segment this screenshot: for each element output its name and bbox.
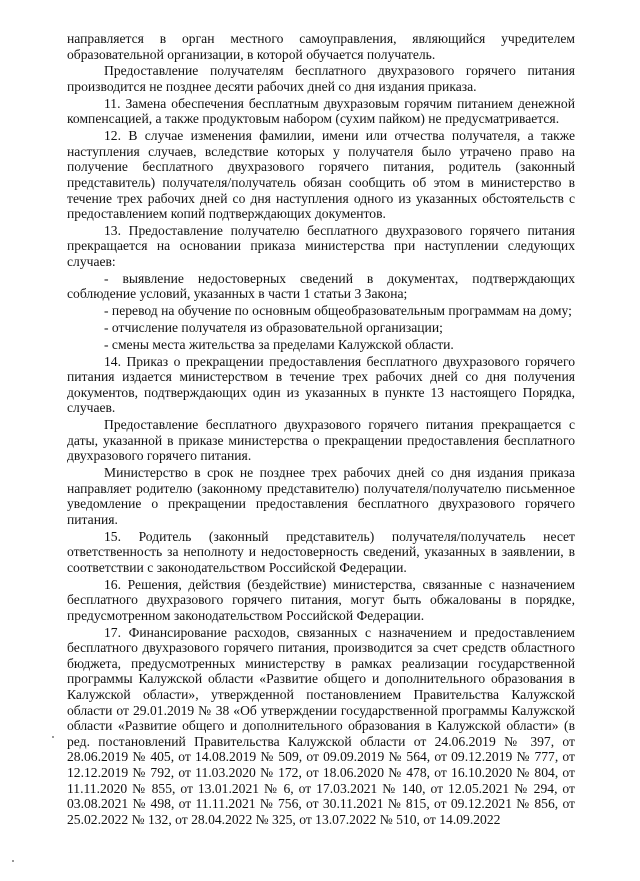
list-item: - выявление недостоверных сведений в документах, подтверждающих соблюдение условий, указанных в части 1 статьи 3 Закона; — [67, 270, 575, 302]
list-item: - перевод на обучение по основным общеобразовательным программам на дому; — [104, 303, 572, 319]
paragraph-item-17: 17. Финансирование расходов, связанных с назначением и предоставлением бесплатного двухразового горячего питания, производится за счет средств областного бюджета, предусмотренных министерству в рамках реализации государственной программы Калужской области «Развитие общего и дополнительного образования в Калужской области», утвержденной постановлением Правительства Калужской области от 29.01.2019 № 38 «Об утверждении государственной программы Калужской области «Развитие общего и дополнительного образования в Калужской области» (в ред. постановлений Правительства Калужской области от 24.06.2019 № 397, от 28.06.2019 № 405, от 14.08.2019 № 509, от 09.09.2019 № 564, от 09.12.2019 № 777, от 12.12.2019 № 792, от 11.03.2020 № 172, от 18.06.2020 № 478, от 16.10.2020 № 804, от 11.11.2020 № 855, от 13.01.2021 № 6, от 17.03.2021 № 140, от 12.05.2021 № 294, от 03.08.2021 № 498, от 11.11.2021 № 756, от 30.11.2021 № 815, от 09.12.2021 № 856, от 25.02.2022 № 132, от 28.04.2022 № 325, от 13.07.2022 № 510, от 14.09.2022 — [67, 624, 575, 827]
list-item: - отчисление получателя из образовательной организации; — [104, 320, 443, 335]
paragraph: Министерство в срок не позднее трех рабочих дней со дня издания приказа направляет родителю (законному представителю) получателя/получателю письменное уведомление о прекращении предоставления бесплатного двухразового горячего питания. — [67, 465, 575, 527]
paragraph-item-13: 13. Предоставление получателю бесплатного двухразового горячего питания прекращается на основании приказа министерства при наступлении следующих случаев: — [67, 222, 575, 270]
list-item: - смены места жительства за пределами Калужской области. — [104, 336, 454, 352]
paragraph-item-15: 15. Родитель (законный представитель) получателя/получатель несет ответственность за неполноту и недостоверность сведений, указанных в заявлении, в соответствии с законодательством Российской Федерации. — [67, 528, 575, 575]
paragraph-item-14: 14. Приказ о прекращении предоставления бесплатного двухразового горячего питания издается министерством в течение трех рабочих дней со дня получения документов, подтверждающих один из указанных в пункте 13 настоящего Порядка, случаев. — [67, 353, 575, 416]
paragraph: Предоставление получателям бесплатного двухразового горячего питания производится не позднее десяти рабочих дней со дня издания приказа. — [67, 63, 575, 94]
paragraph-item-16: 16. Решения, действия (бездействие) министерства, связанные с назначением бесплатного двухразового горячего питания, могут быть обжалованы в порядке, предусмотренном законодательством Российской Федерации. — [67, 576, 575, 623]
paragraph-item-11: 11. Замена обеспечения бесплатным двухразовым горячим питанием денежной компенсацией, а также продуктовым набором (сухим пайком) не предусматривается. — [67, 95, 575, 127]
scan-speck — [52, 736, 54, 738]
paragraph-item-12: 12. В случае изменения фамилии, имени или отчества получателя, а также наступления случаев, вследствие которых у получателя было утрачено право на получение бесплатного двухразового горячего питания, родитель (законный представитель) получателя/получатель обязан сообщить об этом в министерство в течение трех рабочих дней со дня наступления одного из указанных обстоятельств с предоставлением копий подтверждающих документов. — [67, 128, 575, 222]
paragraph: Предоставление бесплатного двухразового горячего питания прекращается с даты, указанной в приказе министерства о прекращении предоставления бесплатного двухразового горячего питания. — [67, 417, 575, 464]
paragraph-continuation: направляется в орган местного самоуправления, являющийся учредителем образовательной организации, в которой обучается получатель. — [67, 31, 575, 62]
document-body — [67, 31, 575, 829]
scan-speck — [12, 860, 14, 862]
